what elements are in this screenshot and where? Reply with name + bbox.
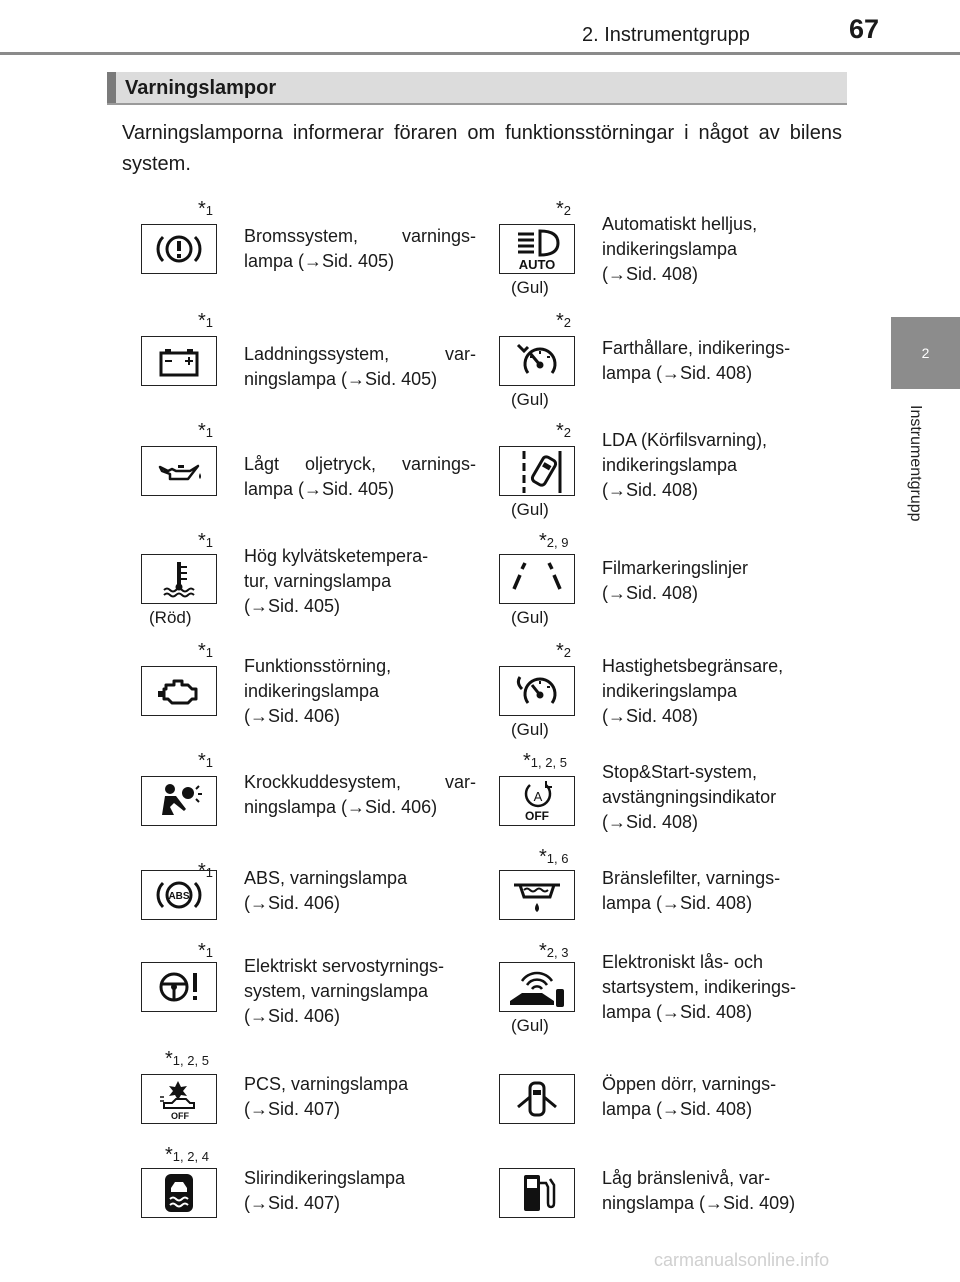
entry-description: Filmarkeringslinjer (→Sid. 408) [602, 558, 749, 603]
lamp-color-label: (Gul) [511, 500, 549, 519]
footnote-ref: *2 [556, 198, 572, 220]
entry-description: Automatiskt helljus, indikeringslampa (→Sid. 408) [602, 214, 758, 284]
slip-indicator-icon [141, 1168, 217, 1218]
entry-fuel-filter [499, 846, 859, 954]
chapter-title: 2. Instrumentgrupp [582, 24, 750, 46]
lamp-color-label: (Gul) [511, 608, 549, 627]
footnote-ref: *1 [198, 640, 214, 662]
footnote-ref: *1, 2, 5 [165, 1048, 209, 1070]
guide-lines-icon [499, 554, 575, 604]
entry-power-steering [141, 940, 501, 1048]
section-intro: Varningslamporna informerar föraren om funktionsstörningar i något av bilens system. [122, 122, 842, 175]
entry-description: Elektroniskt lås- och startsystem, indikerings- lampa (→Sid. 408) [602, 952, 797, 1022]
lamp-color-label: (Röd) [149, 608, 192, 627]
entry-description: Farthållare, indikerings- lampa (→Sid. 408) [602, 338, 791, 383]
entry-low-fuel [499, 1144, 859, 1252]
entry-description: Öppen dörr, varnings- lampa (→Sid. 408) [602, 1074, 777, 1119]
lamp-color-label: (Gul) [511, 1016, 549, 1035]
chapter-tab-label: Instrumentgrupp [907, 405, 924, 522]
lamp-color-label: (Gul) [511, 278, 549, 297]
entry-pcs [141, 1048, 501, 1156]
open-door-icon [499, 1074, 575, 1124]
airbag-icon [141, 776, 217, 826]
entry-auto-high-beam [499, 198, 859, 306]
lane-departure-icon [499, 446, 575, 496]
footnote-ref: *1, 6 [539, 846, 569, 868]
entry-description: Slirindikeringslampa (→Sid. 407) [244, 1168, 406, 1213]
pcs-off-icon [141, 1074, 217, 1124]
entry-oil-pressure [141, 420, 501, 528]
footnote-ref: *1 [198, 310, 214, 332]
smart-key-icon [499, 962, 575, 1012]
section-header [107, 72, 847, 105]
entry-description: Hög kylvätsketempera- tur, varningslampa (→Sid. 405) [244, 546, 429, 616]
entry-stop-start [499, 750, 859, 858]
svg-text:A: A [533, 789, 543, 804]
footnote-ref: *1, 2, 5 [523, 750, 567, 772]
footnote-ref: *2 [556, 640, 572, 662]
chapter-tab [891, 317, 960, 389]
svg-text:OFF: OFF [171, 1111, 189, 1121]
entry-open-door [499, 1048, 859, 1156]
entry-description: Hastighetsbegränsare, indikeringslampa (→Sid. 408) [602, 656, 784, 726]
entry-description: Elektriskt servostyrnings- system, varningslampa (→Sid. 406) [244, 956, 445, 1026]
battery-icon [141, 336, 217, 386]
lamp-color-label: (Gul) [511, 720, 549, 739]
footnote-ref: *1 [198, 860, 214, 882]
low-fuel-icon [499, 1168, 575, 1218]
abs-icon [141, 870, 217, 920]
entry-description: Lågt oljetryck, varnings- lampa (→Sid. 405) [244, 454, 476, 499]
footnote-ref: *1 [198, 420, 214, 442]
footnote-ref: *1, 2, 4 [165, 1144, 209, 1166]
oil-can-icon [141, 446, 217, 496]
header-rule [0, 52, 960, 55]
footnote-ref: *2, 3 [539, 940, 569, 962]
entry-malfunction [141, 640, 501, 748]
entry-lane-departure [499, 420, 859, 528]
footnote-ref: *1 [198, 750, 214, 772]
footnote-ref: *2 [556, 420, 572, 442]
entry-slip-indicator [141, 1144, 501, 1252]
entry-smart-key [499, 940, 859, 1048]
entry-charging-system [141, 310, 501, 418]
entry-coolant-temperature [141, 530, 501, 638]
svg-text:ABS: ABS [168, 891, 190, 902]
footnote-ref: *1 [198, 198, 214, 220]
entry-cruise-control [499, 310, 859, 418]
power-steering-icon [141, 962, 217, 1012]
entry-guide-lines [499, 530, 859, 638]
section-header-accent [107, 72, 116, 103]
entry-description: Funktionsstörning, indikeringslampa (→Sid. 406) [244, 656, 392, 726]
stop-start-off-icon [499, 776, 575, 826]
entry-description: LDA (Körfilsvarning), indikeringslampa (→Sid. 408) [602, 430, 768, 500]
section-title: Varningslampor [125, 77, 277, 99]
watermark: carmanualsonline.info [654, 1250, 830, 1270]
svg-text:OFF: OFF [525, 809, 549, 823]
footnote-ref: *1 [198, 940, 214, 962]
coolant-temperature-icon [141, 554, 217, 604]
footnote-ref: *1 [198, 530, 214, 552]
entry-description: Stop&Start-system, avstängningsindikator (→Sid. 408) [602, 762, 777, 832]
entry-description: Bränslefilter, varnings- lampa (→Sid. 408) [602, 868, 781, 913]
entry-description: Laddningssystem, var- ningslampa (→Sid. 405) [244, 344, 476, 389]
speed-limiter-icon [499, 666, 575, 716]
entry-description: Krockkuddesystem, var- ningslampa (→Sid. 406) [244, 772, 476, 817]
entry-speed-limiter [499, 640, 859, 748]
svg-text:AUTO: AUTO [518, 257, 556, 271]
entry-airbag [141, 750, 501, 858]
entry-brake-system [141, 198, 501, 306]
entry-description: Bromssystem, varnings- lampa (→Sid. 405) [244, 226, 476, 271]
lamp-color-label: (Gul) [511, 390, 549, 409]
footnote-ref: *2, 9 [539, 530, 569, 552]
engine-icon [141, 666, 217, 716]
page-number: 67 [849, 14, 880, 44]
entry-description: Låg bränslenivå, var- ningslampa (→Sid. 409) [602, 1168, 796, 1213]
chapter-tab-number: 2 [921, 345, 930, 361]
fuel-filter-icon [499, 870, 575, 920]
brake-system-icon [141, 224, 217, 274]
footnote-ref: *2 [556, 310, 572, 332]
cruise-control-icon [499, 336, 575, 386]
entry-description: PCS, varningslampa (→Sid. 407) [244, 1074, 409, 1119]
entry-description: ABS, varningslampa (→Sid. 406) [244, 868, 408, 913]
auto-high-beam-icon [499, 224, 575, 274]
